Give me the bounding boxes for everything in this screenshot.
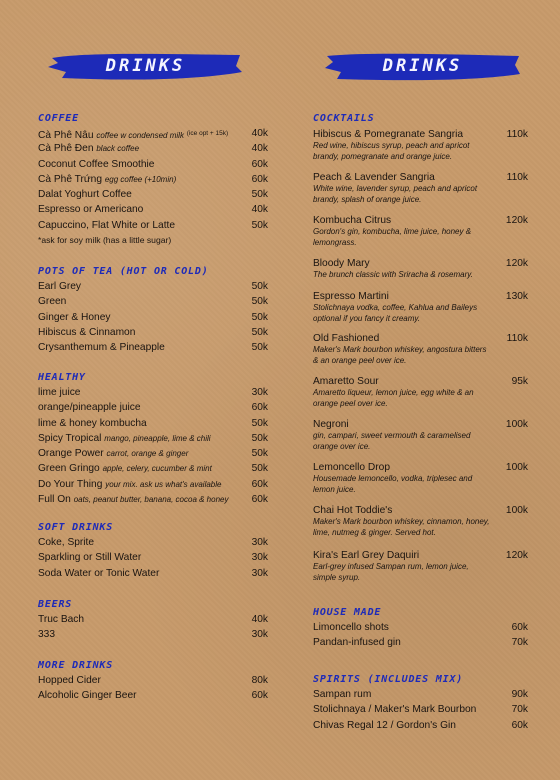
item-price: 30k [251, 629, 268, 641]
banner-title: DRINKS [382, 56, 463, 76]
menu-item [38, 477, 268, 492]
cocktail-name: Amaretto Sour [313, 376, 379, 387]
item-name: Spicy Tropical [38, 432, 102, 444]
cocktail-description: Gordon's gin, kombucha, lime juice, honey & lemongrass. [313, 227, 472, 247]
item-name: Limoncello shots [313, 622, 389, 633]
menu-item [38, 400, 268, 415]
section-title: SPIRITS (INCLUDES MIX) [313, 674, 464, 685]
item-name: Orange Power [38, 448, 104, 460]
item-price: 60k [511, 719, 528, 731]
cocktail-description: White wine, lavender syrup, peach and apricot brandy, splash of orange juice. [313, 184, 478, 204]
item-name: Green Gringo [38, 463, 100, 475]
section-title: HOUSE MADE [313, 607, 382, 618]
drinks-banner-right [325, 50, 520, 84]
item-name: Cà Phê Nâu [38, 130, 94, 141]
cocktail-description: Stolichnaya vodka, coffee, Kahlua and Baileys optional if you fancy it creamy. [313, 303, 478, 323]
item-name: lime & honey kombucha [38, 417, 147, 429]
cocktail-item [313, 461, 528, 495]
item-price: 80k [251, 675, 268, 686]
cocktail-price: 110k [506, 333, 528, 344]
menu-section [38, 371, 268, 507]
cocktail-name: Old Fashioned [313, 333, 380, 344]
item-name: Crysanthemum & Pineapple [38, 342, 165, 354]
item-name: lime juice [38, 387, 81, 398]
menu-item [313, 718, 528, 733]
menu-item [313, 635, 528, 650]
item-name: Hopped Cider [38, 675, 101, 686]
menu-item [38, 446, 268, 461]
cocktail-item [313, 257, 528, 281]
menu-item [38, 187, 268, 202]
section-title: BEERS [38, 599, 73, 610]
menu-item [38, 157, 268, 172]
cocktail-name: Espresso Martini [313, 291, 389, 302]
item-price: 30k [251, 387, 268, 398]
item-price: 30k [251, 567, 268, 579]
item-price: 30k [251, 537, 268, 548]
item-name: Ginger & Honey [38, 311, 111, 323]
item-description: apple, celery, cucumber & mint [102, 464, 212, 474]
section-title: MORE DRINKS [38, 660, 114, 671]
cocktail-description: Maker's Mark bourbon whiskey, cinnamon, honey, lime, nutmeg & ginger. Served hot. [313, 517, 490, 537]
menu-item [313, 620, 528, 635]
menu-item [38, 688, 268, 703]
item-option: (ice opt + 15k) [186, 130, 229, 137]
drinks-banner-left [48, 50, 243, 84]
item-price: 90k [511, 689, 528, 700]
menu-section [38, 521, 268, 581]
item-description: egg coffee (+10min) [104, 174, 177, 184]
menu-item [313, 702, 528, 717]
menu-item [38, 673, 268, 688]
item-name: Green [38, 296, 67, 308]
cocktail-item [313, 549, 528, 583]
item-price: 50k [251, 326, 268, 338]
menu-item [38, 279, 268, 294]
menu-item [38, 566, 268, 581]
item-price: 60k [251, 690, 268, 702]
item-price: 40k [251, 614, 268, 625]
menu-item [38, 492, 268, 507]
menu-section [313, 673, 528, 733]
cocktail-price: 100k [505, 462, 528, 473]
item-price: 70k [511, 704, 528, 716]
menu-section [313, 606, 528, 651]
menu-section [38, 598, 268, 643]
item-price: 60k [251, 158, 268, 170]
cocktail-price: 130k [505, 291, 528, 302]
item-description: oats, peanut butter, banana, cocoa & honey [73, 495, 229, 505]
section-title: HEALTHY [38, 372, 86, 383]
item-name: Sampan rum [313, 689, 372, 700]
section-title: COCKTAILS [313, 113, 375, 124]
cocktail-item [313, 171, 528, 205]
menu-section [38, 659, 268, 704]
cocktail-name: Negroni [313, 419, 349, 430]
cocktail-price: 110k [506, 129, 528, 140]
item-name: Espresso or Americano [38, 204, 144, 216]
item-name: Stolichnaya / Maker's Mark Bourbon [313, 704, 477, 716]
item-description: your mix. ask us what's available [105, 479, 222, 489]
cocktail-name: Chai Hot Toddie's [313, 505, 393, 516]
cocktail-price: 120k [505, 550, 528, 561]
item-name: orange/pineapple juice [38, 402, 141, 414]
cocktail-price: 110k [506, 172, 528, 183]
item-name: Hibiscus & Cinnamon [38, 326, 136, 338]
item-name: Truc Bach [38, 614, 85, 625]
item-description: coffee w condensed milk [96, 131, 184, 140]
menu-item [38, 550, 268, 565]
menu-item [38, 431, 268, 446]
item-name: Soda Water or Tonic Water [38, 567, 160, 579]
item-price: 50k [251, 281, 268, 292]
menu-item [38, 310, 268, 325]
menu-item [38, 612, 268, 627]
item-name: Dalat Yoghurt Coffee [38, 189, 132, 201]
item-price: 50k [251, 417, 268, 429]
cocktail-item [313, 290, 528, 324]
menu-item [38, 461, 268, 476]
cocktail-price: 100k [505, 505, 528, 516]
item-price: 50k [251, 342, 268, 354]
menu-item [38, 340, 268, 355]
item-price: 30k [251, 552, 268, 564]
item-price: 60k [251, 494, 268, 506]
item-name: Coconut Coffee Smoothie [38, 158, 155, 170]
item-price: 70k [511, 637, 528, 649]
menu-item [313, 687, 528, 702]
cocktail-price: 100k [505, 419, 528, 430]
cocktail-item [313, 504, 528, 538]
item-description: carrot, orange & ginger [106, 449, 189, 459]
menu-item [38, 627, 268, 642]
cocktail-item [313, 418, 528, 452]
menu-item [38, 202, 268, 217]
item-price: 50k [251, 219, 268, 231]
item-name: Coke, Sprite [38, 537, 95, 548]
item-price: 60k [511, 622, 528, 633]
item-price: 50k [251, 189, 268, 201]
cocktail-description: The brunch classic with Sriracha & rosemary. [313, 270, 473, 279]
section-note: *ask for soy milk (has a little sugar) [38, 235, 172, 246]
cocktail-description: Maker's Mark bourbon whiskey, angostura bitters & an orange peel over ice. [313, 345, 487, 365]
item-name: Capuccino, Flat White or Latte [38, 219, 176, 231]
item-price: 60k [251, 173, 268, 185]
cocktail-name: Kombucha Citrus [313, 215, 392, 226]
item-name: Full On [38, 494, 71, 506]
menu-item [38, 141, 268, 156]
item-price: 40k [251, 128, 268, 139]
menu-section [38, 265, 268, 355]
banner-title: DRINKS [105, 56, 186, 76]
menu-item [38, 172, 268, 187]
item-price: 40k [251, 204, 268, 216]
item-name: Alcoholic Ginger Beer [38, 690, 137, 702]
menu-item [38, 218, 268, 233]
cocktail-description: Amaretto liqueur, lemon juice, egg white & an orange peel over ice. [313, 388, 474, 408]
cocktail-name: Bloody Mary [313, 258, 370, 269]
item-name: Chivas Regal 12 / Gordon's Gin [313, 719, 456, 731]
item-name: Sparkling or Still Water [38, 552, 142, 564]
cocktail-description: Housemade lemoncello, vodka, triplesec and lemon juice. [313, 474, 473, 494]
item-name: Cà Phê Trứng [38, 173, 103, 185]
section-title: SOFT DRINKS [38, 522, 114, 533]
item-name: Earl Grey [38, 281, 82, 292]
cocktail-description: Red wine, hibiscus syrup, peach and apricot brandy, pomegranate and orange juice. [313, 141, 470, 161]
cocktail-item [313, 332, 528, 366]
cocktail-name: Peach & Lavender Sangria [313, 172, 435, 183]
cocktail-item [313, 128, 528, 162]
cocktail-name: Kira's Earl Grey Daquiri [313, 550, 420, 561]
item-price: 40k [251, 143, 268, 155]
menu-item [38, 385, 268, 400]
cocktail-price: 95k [511, 376, 528, 387]
item-price: 50k [251, 296, 268, 308]
cocktail-description: gin, campari, sweet vermouth & caramelised orange over ice. [313, 431, 471, 451]
item-price: 60k [251, 478, 268, 490]
item-name: Do Your Thing [38, 478, 103, 490]
item-description: mango, pineapple, lime & chili [104, 433, 211, 443]
menu-item [38, 325, 268, 340]
item-price: 60k [251, 402, 268, 414]
cocktail-description: Earl-grey infused Sampan rum, lemon juice, simple syrup. [313, 562, 469, 582]
section-title: COFFEE [38, 113, 79, 124]
item-name: 333 [38, 629, 55, 641]
item-name: Cà Phê Đen [38, 143, 94, 155]
item-price: 50k [251, 311, 268, 323]
cocktail-item [313, 375, 528, 409]
cocktail-name: Lemoncello Drop [313, 462, 391, 473]
item-price: 50k [251, 432, 268, 444]
cocktail-name: Hibiscus & Pomegranate Sangria [313, 129, 464, 140]
cocktail-price: 120k [505, 215, 528, 226]
item-description: black coffee [96, 144, 140, 154]
cocktail-price: 120k [505, 258, 528, 269]
item-price: 50k [251, 448, 268, 460]
menu-item [38, 294, 268, 309]
item-price: 50k [251, 463, 268, 475]
item-name: Pandan-infused gin [313, 637, 401, 649]
menu-item [38, 126, 268, 141]
menu-section [38, 112, 268, 247]
cocktail-item [313, 214, 528, 248]
section-title: POTS OF TEA (HOT OR COLD) [38, 266, 209, 277]
menu-item [38, 535, 268, 550]
menu-item [38, 416, 268, 431]
